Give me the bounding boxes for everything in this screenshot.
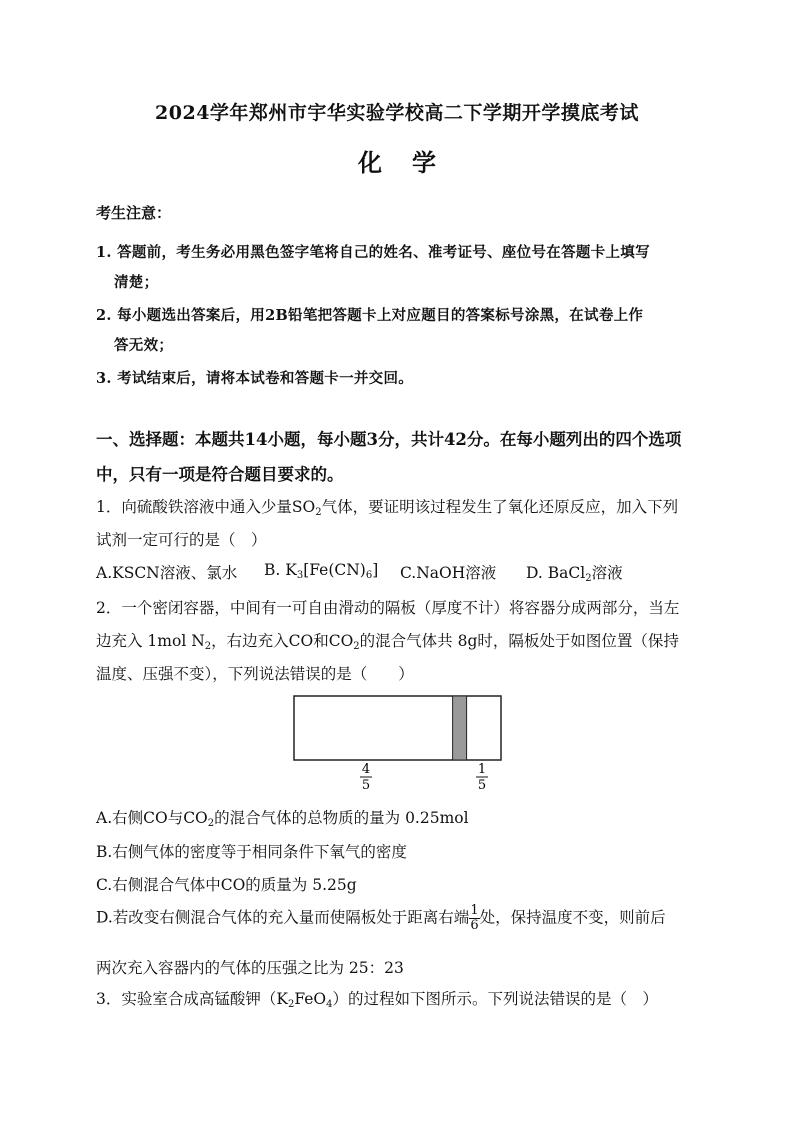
right-ratio-numerator: 1	[477, 762, 487, 777]
q1-stem: 1．向硫酸铁溶液中通入少量$SO_2$气体，要证明该过程发生了氧化还原反应，加入下列	[96, 498, 679, 518]
q2-stem: 2．一个密闭容器，中间有一可自由滑动的隔板（厚度不计）将容器分成两部分，当左	[96, 599, 680, 617]
partition-plate	[453, 696, 467, 760]
notice-item-2: 2. 每小题选出答案后，用2B铅笔把答题卡上对应题目的答案标号涂黑，在试卷上作	[96, 307, 644, 324]
q1-option-c: C.NaOH溶液	[400, 564, 497, 582]
q2-option-d: D.若改变右侧混合气体的充入量而使隔板处于距离右端 $\frac{1}{6}$ 处，保持温度不变，则前后	[96, 903, 666, 933]
left-ratio-numerator: 4	[361, 762, 371, 777]
notice-heading: 考生注意：	[96, 204, 172, 222]
q2-option-b: B.右侧气体的密度等于相同条件下氧气的密度	[96, 843, 407, 861]
notice-item-3: 3. 考试结束后，请将本试卷和答题卡一并交回。	[96, 370, 414, 387]
q1-option-b: B. $K_3[Fe(CN)_6]$	[264, 561, 379, 581]
notice-item-1: 1. 答题前，考生务必用黑色签字笔将自己的姓名、准考证号、座位号在答题卡上填写	[96, 244, 650, 261]
container-box	[294, 696, 501, 760]
q2-option-c: C.右侧混合气体中CO的质量为 5.25g	[96, 876, 357, 894]
notice-item-2-cont: 答无效；	[114, 337, 174, 354]
q1-option-d: D. BaCl$_2$溶液	[526, 564, 623, 584]
q2-option-a: A.右侧CO与$CO_2$的混合气体的总物质的量为 0.25mol	[96, 809, 469, 829]
q3-stem: 3．实验室合成高锰酸钾$(K_2FeO_4)$的过程如下图所示。下列说法错误的是（ ）	[96, 990, 659, 1010]
section-heading-cont: 中，只有一项是符合题目要求的。	[96, 465, 344, 484]
q2-option-d-cont: 两次充入容器内的气体的压强之比为 25：23	[96, 959, 404, 977]
subject-title: 化学	[358, 148, 466, 177]
q1-stem-cont: 试剂一定可行的是（ ）	[96, 531, 267, 549]
section-heading: 一、选择题：本题共14小题，每小题3分，共计42分。在每小题列出的四个选项	[96, 430, 682, 449]
left-ratio-denominator: 5	[361, 778, 371, 793]
q2-stem-cont-2: 温度、压强不变），下列说法错误的是（ ）	[96, 665, 414, 683]
q1-option-a: A.KSCN溶液、氯水	[96, 564, 238, 582]
q2-option-d-fraction: $\frac{1}{6}$	[470, 903, 479, 933]
notice-item-1-cont: 清楚；	[114, 274, 159, 291]
right-ratio-denominator: 5	[477, 778, 487, 793]
page-title: 2024学年郑州市宇华实验学校高二下学期开学摸底考试	[155, 102, 639, 124]
container-diagram	[280, 690, 520, 800]
q2-stem-cont-1: 边充入 1mol $N_2$，右边充入CO和$CO_2$的混合气体共 8g时，隔板处于如图位置（保持	[96, 632, 679, 652]
